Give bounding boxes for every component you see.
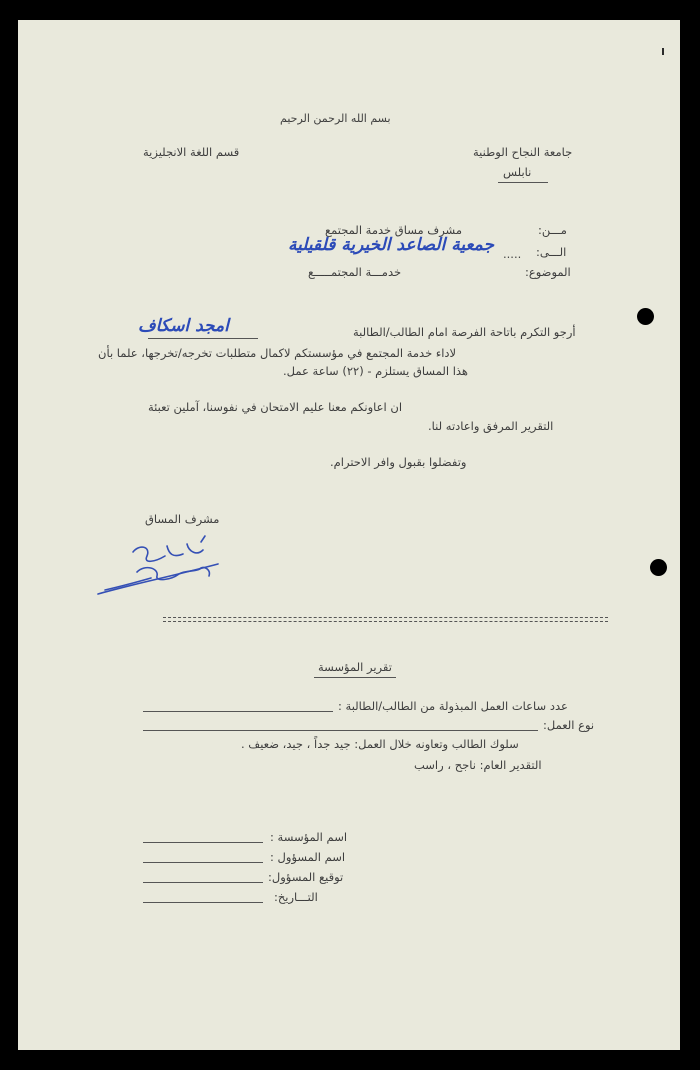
university-name: جامعة النجاح الوطنية	[473, 145, 573, 159]
work-type-line	[143, 730, 538, 731]
department-name: قسم اللغة الانجليزية	[143, 145, 240, 159]
separator-line-1	[163, 617, 608, 618]
student-name-underline	[148, 338, 258, 339]
signature-label: مشرف المساق	[145, 512, 220, 526]
date-label: التـــاريخ:	[274, 890, 318, 904]
body-line-2: لاداء خدمة المجتمع في مؤسستكم لاكمال متطلبات تخرجه/تخرجها، علما بأن	[98, 346, 457, 360]
date-line	[143, 902, 263, 903]
report-title-underline	[314, 677, 396, 678]
conduct-label: سلوك الطالب وتعاونه خلال العمل: جيد جداً ، جيد، ضعيف .	[241, 737, 519, 751]
punch-hole-top	[637, 308, 654, 325]
city-underline	[498, 182, 548, 183]
hours-label: عدد ساعات العمل المبذولة من الطالب/الطالبة :	[338, 699, 568, 713]
separator-line-2	[163, 621, 608, 622]
body-line-1: أرجو التكرم باتاحة الفرصة امام الطالب/الطالبة	[353, 325, 576, 339]
report-title: تقرير المؤسسة	[318, 660, 392, 674]
official-name-line	[143, 862, 263, 863]
to-dots: .....	[503, 247, 522, 261]
official-signature-label: توقيع المسؤول:	[268, 870, 344, 884]
subject-label: الموضوع:	[525, 265, 571, 279]
work-type-label: نوع العمل:	[543, 718, 595, 732]
org-name-label: اسم المؤسسة :	[270, 830, 348, 844]
org-name-line	[143, 842, 263, 843]
city-name: نابلس	[503, 165, 532, 179]
letter-page	[18, 20, 680, 1050]
body-line-5: التقرير المرفق واعادته لنا.	[428, 419, 554, 433]
official-name-label: اسم المسؤول :	[270, 850, 346, 864]
supervisor-signature	[93, 528, 223, 598]
from-value: مشرف مساق خدمة المجتمع	[325, 223, 462, 237]
to-value-handwritten: جمعية الصاعد الخيرية قلقيلية	[288, 235, 495, 255]
subject-value: خدمـــة المجتمـــــع	[308, 265, 402, 279]
punch-hole-bottom	[650, 559, 667, 576]
from-label: مـــن:	[538, 223, 567, 237]
body-line-4: ان اعاونكم معنا عليم الامتحان في نفوسنا، آملين تعبئة	[148, 400, 403, 414]
closing-line: وتفضلوا بقبول وافر الاحترام.	[330, 455, 467, 469]
body-line-3: هذا المساق يستلزم - (٢٢) ساعة عمل.	[283, 364, 468, 378]
student-name-handwritten: امجد اسكاف	[138, 316, 229, 336]
official-signature-line	[143, 882, 263, 883]
grade-label: التقدير العام: ناجح ، راسب	[414, 758, 542, 772]
basmala: بسم الله الرحمن الرحيم	[280, 112, 391, 125]
to-label: الـــى:	[536, 245, 567, 259]
page-mark	[662, 48, 664, 55]
hours-line	[143, 711, 333, 712]
